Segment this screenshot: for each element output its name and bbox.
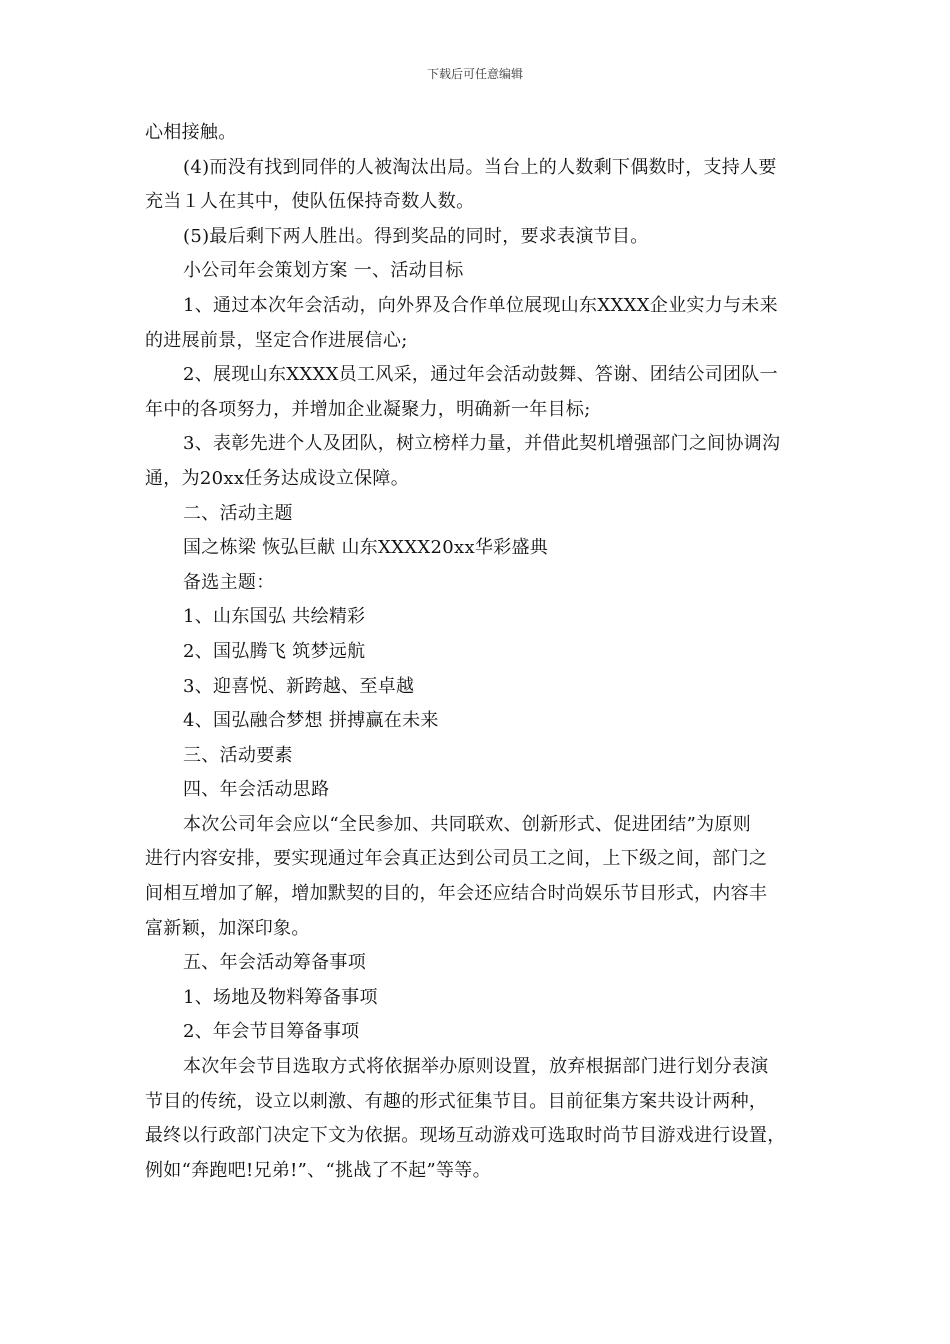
paragraph-line: 最终以行政部门决定下文为依据。现场互动游戏可选取时尚节目游戏进行设置， <box>145 1125 786 1147</box>
list-item: 1、场地及物料筹备事项 <box>183 986 378 1008</box>
paragraph-line: 富新颖，加深印象。 <box>145 917 310 939</box>
paragraph-line: 本次年会节目选取方式将依据举办原则设置，放弃根据部门进行划分表演 <box>183 1056 769 1078</box>
section-heading: 三、活动要素 <box>183 744 293 766</box>
list-item: 4、国弘融合梦想 拼搏赢在未来 <box>183 710 439 732</box>
list-item: 3、迎喜悦、新跨越、至卓越 <box>183 675 415 697</box>
paragraph-line: 2、展现山东XXXX员工风采，通过年会活动鼓舞、答谢、团结公司团队一 <box>183 364 778 386</box>
section-heading: 二、活动主题 <box>183 502 293 524</box>
section-heading: 五、年会活动筹备事项 <box>183 952 366 974</box>
paragraph-line: 1、通过本次年会活动，向外界及合作单位展现山东XXXX企业实力与未来 <box>183 294 778 316</box>
paragraph-line: 节目的传统，设立以刺激、有趣的形式征集节目。目前征集方案共设计两种， <box>145 1090 768 1112</box>
section-heading: 小公司年会策划方案 一、活动目标 <box>183 260 464 282</box>
paragraph-line: 进行内容安排，要实现通过年会真正达到公司员工之间，上下级之间，部门之 <box>145 848 768 870</box>
paragraph-line: 备选主题： <box>183 571 275 593</box>
paragraph-line: 充当１人在其中，使队伍保持奇数人数。 <box>145 191 475 213</box>
paragraph-line: 例如“奔跑吧!兄弟!”、“挑战了不起”等等。 <box>145 1159 491 1181</box>
list-item: 2、国弘腾飞 筑梦远航 <box>183 640 366 662</box>
paragraph-line: 本次公司年会应以“全民参加、共同联欢、创新形式、促进团结”为原则 <box>183 813 752 835</box>
paragraph-line: (5)最后剩下两人胜出。得到奖品的同时，要求表演节目。 <box>183 225 649 247</box>
list-item: 1、山东国弘 共绘精彩 <box>183 606 366 628</box>
section-heading: 四、年会活动思路 <box>183 779 330 801</box>
page-header: 下载后可任意编辑 <box>426 67 523 81</box>
paragraph-line: (4)而没有找到同伴的人被淘汰出局。当台上的人数剩下偶数时，支持人要 <box>183 156 777 178</box>
document-body <box>145 116 810 1188</box>
paragraph-line: 通，为20xx任务达成设立保障。 <box>145 467 410 489</box>
paragraph-line: 间相互增加了解，增加默契的目的，年会还应结合时尚娱乐节目形式，内容丰 <box>145 883 768 905</box>
paragraph-line: 国之栋梁 恢弘巨献 山东XXXX20xx华彩盛典 <box>183 537 549 559</box>
list-item: 2、年会节目筹备事项 <box>183 1021 360 1043</box>
paragraph-line: 的进展前景，坚定合作进展信心; <box>145 329 408 351</box>
paragraph-line: 3、表彰先进个人及团队，树立榜样力量，并借此契机增强部门之间协调沟 <box>183 433 781 455</box>
paragraph-line: 年中的各项努力，并增加企业凝聚力，明确新一年目标; <box>145 398 591 420</box>
paragraph-line: 心相接触。 <box>145 122 237 143</box>
